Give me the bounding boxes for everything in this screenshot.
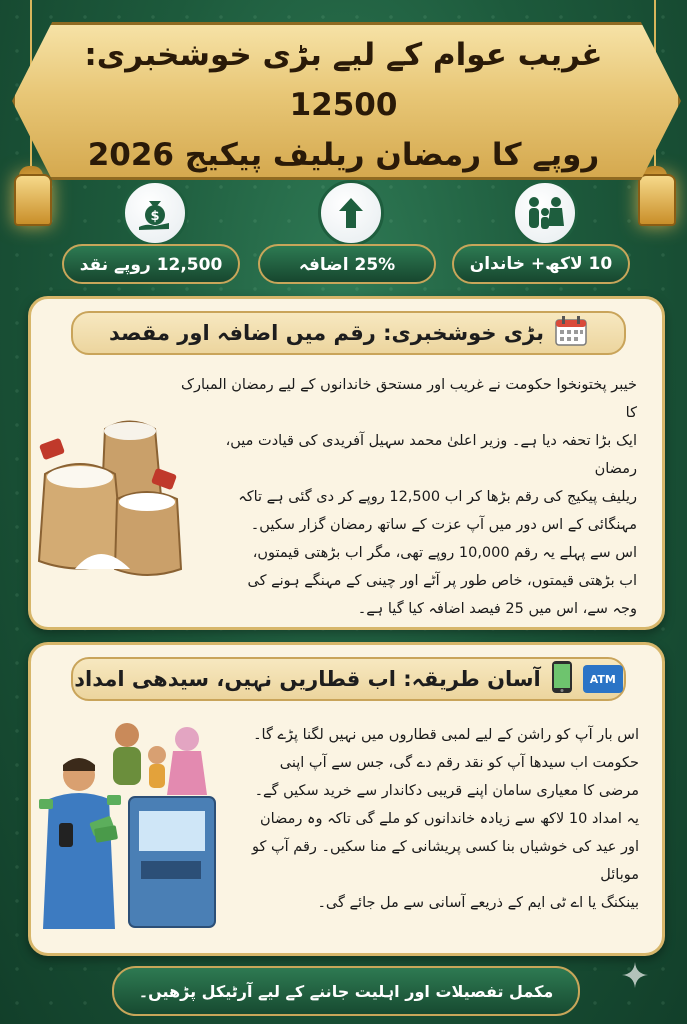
body-line: ریلیف پیکیج کی رقم بڑھا کر اب 12,500 روپے کر دی گئی ہے تاکہ (238, 489, 637, 505)
money-bag-hand-icon (122, 180, 188, 246)
sparkle-icon (622, 962, 648, 988)
title-line-1: غریب عوام کے لیے بڑی خوشخبری: 12500 (84, 37, 603, 123)
title-block (26, 30, 661, 173)
atm-icon: ATM (583, 665, 623, 693)
phone-icon (551, 660, 573, 698)
stat-families (452, 180, 632, 280)
read-article-button[interactable]: مکمل تفصیلات اور اہلیت جاننے کے لیے آرٹیکل پڑھیں۔ (112, 966, 580, 1016)
body-line: اس بار آپ کو راشن کے لیے لمبی قطاروں میں نہیں لگنا پڑے گا۔ (253, 727, 639, 743)
body-line: مہنگائی کے اس دور میں آپ عزت کے ساتھ رمضان گزار سکیں۔ (250, 517, 637, 533)
body-line: ایک بڑا تحفہ دیا ہے۔ وزیر اعلیٰ محمد سہیل آفریدی کی قیادت میں، رمضان (225, 433, 637, 477)
body-line: بینکنگ یا اے ٹی ایم کے ذریعے آسانی سے مل جائے گی۔ (317, 895, 639, 911)
card-good-news-body (179, 371, 637, 623)
svg-text:$: $ (150, 209, 160, 224)
body-line: یہ امداد 10 لاکھ سے زیادہ خاندانوں کو ملے گی تاکہ وہ رمضان (259, 811, 639, 827)
stat-increase-pill: 25% اضافہ (258, 244, 436, 284)
card-easy-method (28, 642, 665, 956)
family-atm-illustration (37, 715, 223, 935)
stat-families-pill: 10 لاکھ+ خاندان (452, 244, 630, 284)
stat-cash-pill: 12,500 روپے نقد (62, 244, 240, 284)
body-line: اور عید کی خوشیاں بنا کسی پریشانی کے منا سکیں۔ رقم آپ کو موبائل (252, 839, 639, 883)
title-line-2: روپے کا رمضان ریلیف پیکیج 2026 (87, 137, 600, 173)
body-line: حکومت اب سیدھا آپ کو نقد رقم دے گی، جس سے آپ اپنی (279, 755, 639, 771)
body-line: اس سے پہلے یہ رقم 10,000 روپے تھی، مگر اب بڑھتی قیمتوں، (252, 545, 637, 561)
card-easy-method-body (227, 721, 639, 917)
arrow-up-icon (318, 180, 384, 246)
family-icon (512, 180, 578, 246)
body-line: اب بڑھتی قیمتوں، خاص طور پر آٹے اور چینی کے مہنگے ہونے کی (247, 573, 637, 589)
card-easy-method-heading-bar (71, 657, 626, 701)
card-easy-method-heading: آسان طریقہ: اب قطاریں نہیں، سیدھی امداد (74, 667, 541, 691)
body-line: وجہ سے، اس میں 25 فیصد اضافہ کیا گیا ہے۔ (357, 601, 637, 617)
card-good-news-heading: بڑی خوشخبری: رقم میں اضافہ اور مقصد (109, 321, 544, 345)
body-line: خیبر پختونخوا حکومت نے غریب اور مستحق خاندانوں کے لیے رمضان المبارک کا (181, 377, 637, 421)
calendar-icon (554, 315, 588, 351)
stat-cash (62, 180, 242, 280)
grain-sacks-icon (35, 399, 185, 579)
card-good-news (28, 296, 665, 630)
body-line: مرضی کا معیاری سامان اپنے قریبی دکاندار سے خرید سکیں گے۔ (254, 783, 639, 799)
stat-increase (258, 180, 438, 280)
card-good-news-heading-bar (71, 311, 626, 355)
